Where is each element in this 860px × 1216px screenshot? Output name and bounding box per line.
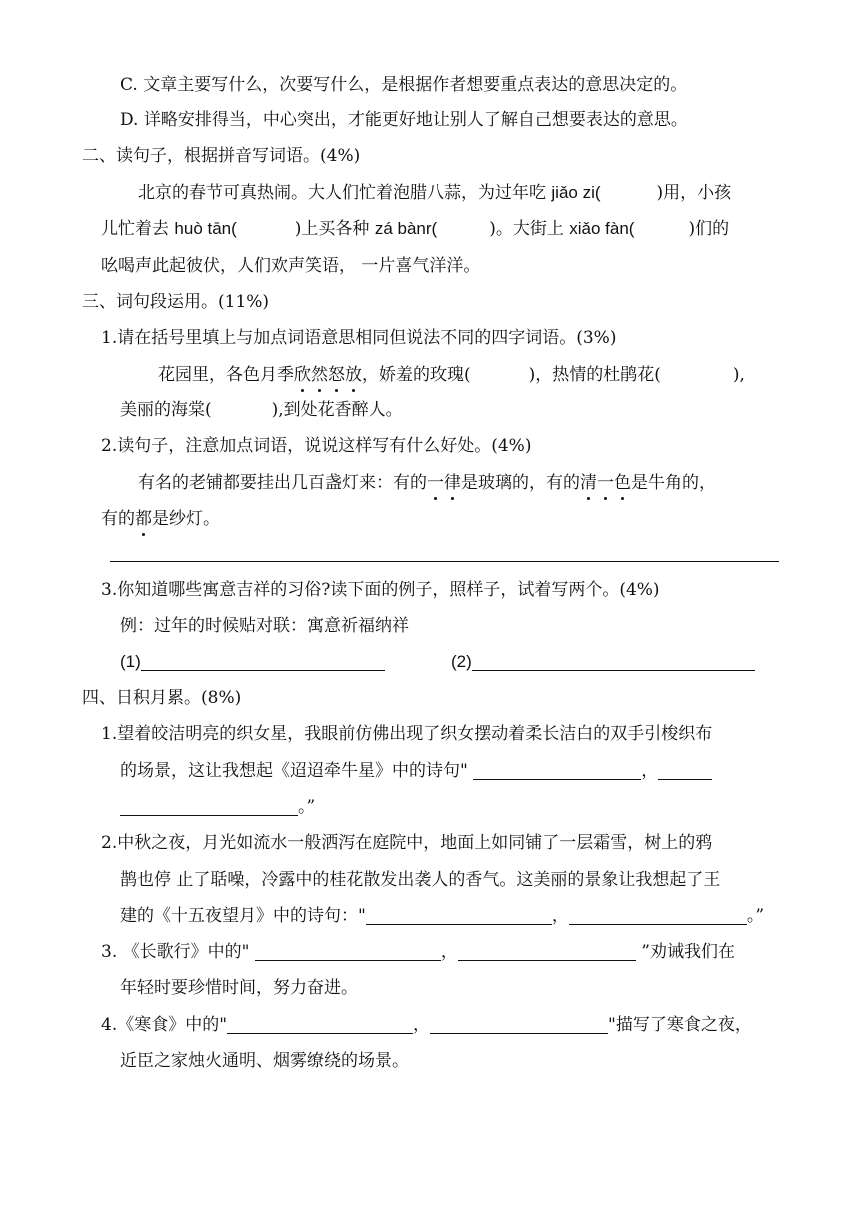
question-4-2-line-2: 鹊也停 止了聒噪，冷露中的桂花散发出袭人的香气。这美丽的景象让我想起了王: [120, 870, 721, 890]
answer-number: (1): [120, 652, 141, 671]
comma: ，: [641, 761, 659, 781]
question-4-4-line-2: 近臣之家烛火通明、烟雾缭绕的场景。: [120, 1051, 409, 1071]
poem-blank-2-start[interactable]: [658, 761, 712, 780]
question-4-2-line-1: 2.中秋之夜，月光如流水一般洒泻在庭院中，地面上如同铺了一层霜雪，树上的鸦: [101, 833, 713, 853]
pinyin-jiaozi: jiǎo zi(: [551, 183, 601, 202]
answer-line-3-2[interactable]: [110, 561, 779, 562]
section-two-heading: 二、读句子，根据拼音写词语。(4%): [82, 146, 361, 166]
dotted-char: 一: [597, 473, 614, 493]
text: 。”: [298, 797, 316, 817]
text: )们的: [688, 219, 730, 239]
text: )用，小孩: [656, 183, 732, 203]
option-d: D. 详略安排得当，中心突出，才能更好地让别人了解自己想要表达的意思。: [120, 110, 688, 130]
option-c: C. 文章主要写什么，次要写什么，是根据作者想要重点表达的意思决定的。: [120, 75, 688, 95]
question-3-2-line-2: [101, 507, 220, 531]
dotted-char: 放: [345, 365, 362, 385]
question-4-3-line-1: [101, 940, 735, 964]
poem-blank-5[interactable]: [255, 942, 441, 961]
dotted-char: 清: [580, 473, 597, 493]
question-3-3-answer-2: [451, 650, 755, 674]
dotted-char: 色: [614, 473, 631, 493]
text: )。大街上: [489, 219, 570, 239]
question-3-3-answer-1: [120, 650, 385, 674]
question-3-1-title: 1.请在括号里填上与加点词语意思相同但说法不同的四字词语。(3%): [101, 328, 617, 348]
answer-blank-1[interactable]: [141, 652, 385, 671]
text: )上买各种: [294, 219, 375, 239]
section-three-heading: 三、词句段运用。(11%): [82, 292, 270, 312]
answer-number: (2): [451, 652, 472, 671]
dotted-char: 都: [135, 509, 152, 529]
poem-blank-8[interactable]: [430, 1015, 608, 1034]
text: 美丽的海棠(: [120, 400, 212, 420]
text: 。”: [746, 906, 765, 926]
pinyin-zabanr: zá bànr(: [374, 219, 438, 238]
dotted-char: 然: [311, 365, 328, 385]
question-4-1-line-3: [120, 795, 315, 819]
text: 的场景，这让我想起《迢迢牵牛星》中的诗句": [120, 761, 474, 781]
pinyin-huotan: huò tān(: [174, 219, 237, 238]
dotted-char: 律: [444, 473, 461, 493]
text: 有名的老铺都要挂出几百盏灯来：有的: [138, 473, 427, 493]
comma: ，: [440, 942, 458, 962]
question-3-2-line-1: [138, 471, 716, 495]
question-3-2-title: 2.读句子，注意加点词语，说说这样写有什么好处。(4%): [101, 436, 532, 456]
text: 是牛角的，: [631, 473, 716, 493]
dotted-char: 欣: [294, 365, 311, 385]
text: ”劝诫我们在: [635, 942, 735, 962]
comma: ，: [551, 906, 569, 926]
question-3-1-line-2: [120, 398, 403, 422]
pinyin-xiaofan: xiǎo fàn(: [569, 219, 635, 238]
question-4-2-line-3: [120, 904, 764, 928]
text: ，娇羞的玫瑰(: [362, 365, 471, 385]
poem-blank-6[interactable]: [458, 942, 636, 961]
text: 有的: [101, 509, 135, 529]
pinyin-paragraph-line-3: 吆喝声此起彼伏，人们欢声笑语， 一片喜气洋洋。: [101, 256, 481, 276]
question-3-1-line-1: [158, 363, 745, 387]
text: 3. 《长歌行》中的": [101, 942, 255, 962]
question-4-1-line-1: 1.望着皎洁明亮的织女星，我眼前仿佛出现了织女摆动着柔长洁白的双手引梭织布: [101, 724, 713, 744]
question-4-3-line-2: 年轻时要珍惜时间，努力奋进。: [120, 978, 358, 998]
poem-blank-3[interactable]: [366, 906, 552, 925]
pinyin-paragraph-line-2: [101, 217, 729, 241]
section-four-heading: 四、日积月累。(8%): [82, 688, 242, 708]
text: 建的《十五夜望月》中的诗句：": [120, 906, 366, 926]
text: )，热情的杜鹃花(: [528, 365, 661, 385]
dotted-char: 一: [427, 473, 444, 493]
question-3-3-example: 例：过年的时候贴对联：寓意祈福纳祥: [120, 616, 409, 636]
question-3-3-title: 3.你知道哪些寓意吉祥的习俗?读下面的例子，照样子，试着写两个。(4%): [101, 580, 660, 600]
question-4-4-line-1: [101, 1013, 752, 1037]
text: 4.《寒食》中的": [101, 1015, 228, 1035]
answer-blank-2[interactable]: [472, 652, 755, 671]
text: 是纱灯。: [152, 509, 220, 529]
question-4-1-line-2: [120, 759, 712, 783]
dotted-char: 怒: [328, 365, 345, 385]
poem-blank-7[interactable]: [227, 1015, 413, 1034]
text: 儿忙着去: [101, 219, 175, 239]
poem-blank-1[interactable]: [473, 761, 641, 780]
text: 是玻璃的，有的: [461, 473, 580, 493]
poem-blank-4[interactable]: [569, 906, 747, 925]
poem-blank-2-end[interactable]: [120, 797, 298, 816]
text: 北京的春节可真热闹。大人们忙着泡腊八蒜，为过年吃: [138, 183, 552, 203]
text: "描写了寒食之夜，: [608, 1015, 752, 1035]
comma: ，: [413, 1015, 431, 1035]
text: 花园里，各色月季: [158, 365, 294, 385]
text: ),到处花香醉人。: [271, 400, 403, 420]
pinyin-paragraph-line-1: [138, 181, 731, 205]
text: ),: [732, 365, 745, 385]
